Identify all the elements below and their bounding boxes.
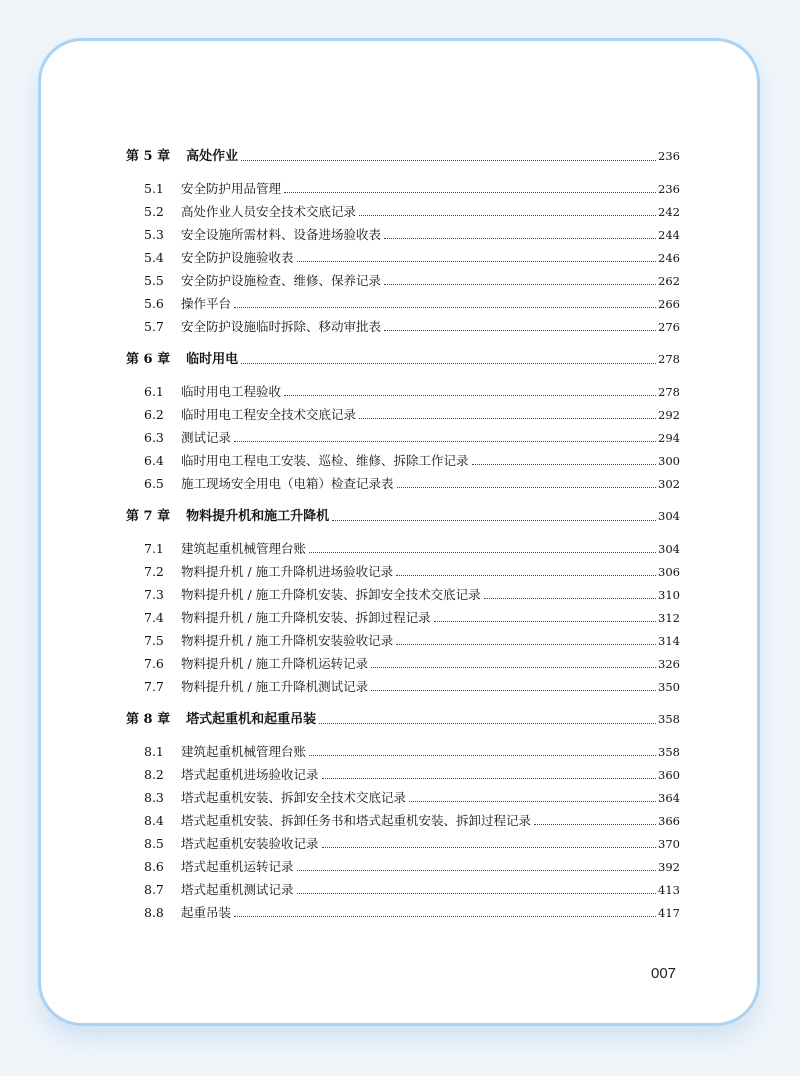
toc-section-row[interactable] <box>126 675 680 698</box>
dot-leader <box>309 754 656 756</box>
page-ref: 314 <box>658 634 680 648</box>
section-title: 安全防护用品管理 <box>181 181 282 196</box>
toc-section-row[interactable] <box>126 809 680 832</box>
page-ref: 370 <box>658 837 680 851</box>
chapter-title: 临时用电 <box>186 352 239 367</box>
dot-leader <box>297 869 657 871</box>
page-ref: 366 <box>658 814 680 828</box>
section-number: 6.1 <box>144 384 164 399</box>
page-ref: 244 <box>658 228 680 242</box>
section-number: 8.3 <box>144 790 164 805</box>
section-number: 6.4 <box>144 453 164 468</box>
toc-chapter-row[interactable] <box>126 347 680 371</box>
toc-section-row[interactable] <box>126 223 680 246</box>
dot-leader <box>297 892 657 894</box>
page-ref: 262 <box>658 274 680 288</box>
section-number: 5.7 <box>144 319 164 334</box>
section-title: 物料提升机 / 施工升降机进场验收记录 <box>181 564 394 579</box>
section-title: 塔式起重机测试记录 <box>181 882 294 897</box>
toc-chapter-row[interactable] <box>126 144 680 168</box>
dot-leader <box>371 666 656 668</box>
section-title: 物料提升机 / 施工升降机安装、拆卸过程记录 <box>181 610 431 625</box>
toc-section-row[interactable] <box>126 449 680 472</box>
section-title: 施工现场安全用电（电箱）检查记录表 <box>181 476 394 491</box>
section-number: 6.5 <box>144 476 164 491</box>
section-title: 临时用电工程安全技术交底记录 <box>181 407 357 422</box>
dot-leader <box>234 306 656 308</box>
section-number: 5.5 <box>144 273 164 288</box>
page-ref: 306 <box>658 565 680 579</box>
dot-leader <box>384 283 656 285</box>
section-number: 7.7 <box>144 679 164 694</box>
page-ref: 292 <box>658 408 680 422</box>
section-title: 高处作业人员安全技术交底记录 <box>181 204 357 219</box>
section-title: 安全防护设施验收表 <box>181 250 294 265</box>
dot-leader <box>332 519 656 521</box>
section-number: 8.2 <box>144 767 164 782</box>
toc-section-row[interactable] <box>126 269 680 292</box>
chapter-title: 高处作业 <box>186 149 239 164</box>
page-ref: 304 <box>658 509 680 523</box>
section-title: 操作平台 <box>181 296 232 311</box>
toc-section-row[interactable] <box>126 403 680 426</box>
section-number: 7.6 <box>144 656 164 671</box>
section-number: 8.5 <box>144 836 164 851</box>
toc-section-row[interactable] <box>126 560 680 583</box>
section-title: 物料提升机 / 施工升降机安装、拆卸安全技术交底记录 <box>181 587 481 602</box>
section-number: 7.1 <box>144 541 164 556</box>
toc-section-row[interactable] <box>126 740 680 763</box>
dot-leader <box>284 394 656 396</box>
section-title: 塔式起重机安装、拆卸任务书和塔式起重机安装、拆卸过程记录 <box>181 813 532 828</box>
section-number: 7.3 <box>144 587 164 602</box>
section-number: 8.6 <box>144 859 164 874</box>
dot-leader <box>284 191 656 193</box>
page-ref: 294 <box>658 431 680 445</box>
section-number: 7.2 <box>144 564 164 579</box>
section-number: 5.1 <box>144 181 164 196</box>
dot-leader <box>472 463 657 465</box>
toc-section-row[interactable] <box>126 901 680 924</box>
page-ref: 350 <box>658 680 680 694</box>
page-ref: 312 <box>658 611 680 625</box>
section-title: 物料提升机 / 施工升降机运转记录 <box>181 656 369 671</box>
toc-section-row[interactable] <box>126 200 680 223</box>
page-ref: 326 <box>658 657 680 671</box>
page-ref: 310 <box>658 588 680 602</box>
section-number: 8.1 <box>144 744 164 759</box>
section-number: 7.4 <box>144 610 164 625</box>
dot-leader <box>409 800 656 802</box>
toc-section-row[interactable] <box>126 583 680 606</box>
section-title: 塔式起重机安装验收记录 <box>181 836 319 851</box>
page-ref: 304 <box>658 542 680 556</box>
dot-leader <box>397 486 657 488</box>
section-number: 5.6 <box>144 296 164 311</box>
dot-leader <box>484 597 656 599</box>
section-title: 建筑起重机械管理台账 <box>181 744 307 759</box>
toc-section-row[interactable] <box>126 629 680 652</box>
page-ref: 242 <box>658 205 680 219</box>
page-ref: 358 <box>658 745 680 759</box>
toc-section-row[interactable] <box>126 763 680 786</box>
dot-leader <box>384 237 656 239</box>
dot-leader <box>384 329 656 331</box>
dot-leader <box>359 417 656 419</box>
page-number: 007 <box>651 965 677 982</box>
toc-section-row[interactable] <box>126 380 680 403</box>
chapter-title: 物料提升机和施工升降机 <box>186 509 330 524</box>
section-number: 6.2 <box>144 407 164 422</box>
section-title: 安全防护设施检查、维修、保养记录 <box>181 273 382 288</box>
toc-section-row[interactable] <box>126 786 680 809</box>
section-title: 测试记录 <box>181 430 232 445</box>
toc-section-row[interactable] <box>126 426 680 449</box>
toc-section-row[interactable] <box>126 606 680 629</box>
page-ref: 246 <box>658 251 680 265</box>
section-number: 8.4 <box>144 813 164 828</box>
page-ref: 392 <box>658 860 680 874</box>
dot-leader <box>234 440 656 442</box>
page-ref: 236 <box>658 149 680 163</box>
page-ref: 364 <box>658 791 680 805</box>
toc-section-row[interactable] <box>126 246 680 269</box>
section-title: 塔式起重机安装、拆卸安全技术交底记录 <box>181 790 407 805</box>
page-ref: 417 <box>658 906 680 920</box>
section-title: 安全设施所需材料、设备进场验收表 <box>181 227 382 242</box>
page-ref: 278 <box>658 352 680 366</box>
page-ref: 302 <box>658 477 680 491</box>
dot-leader <box>319 722 656 724</box>
section-number: 8.7 <box>144 882 164 897</box>
dot-leader <box>297 260 657 262</box>
page-ref: 276 <box>658 320 680 334</box>
page-ref: 358 <box>658 712 680 726</box>
dot-leader <box>322 777 657 779</box>
chapter-title: 塔式起重机和起重吊装 <box>186 712 317 727</box>
section-title: 物料提升机 / 施工升降机测试记录 <box>181 679 369 694</box>
toc-section-row[interactable] <box>126 652 680 675</box>
dot-leader <box>322 846 657 848</box>
dot-leader <box>359 214 656 216</box>
page-ref: 300 <box>658 454 680 468</box>
toc-section-row[interactable] <box>126 832 680 855</box>
chapter-number: 第 7 章 <box>126 509 171 524</box>
toc-section-row[interactable] <box>126 855 680 878</box>
toc-section-row[interactable] <box>126 177 680 200</box>
dot-leader <box>396 574 656 576</box>
section-title: 塔式起重机进场验收记录 <box>181 767 319 782</box>
dot-leader <box>234 915 656 917</box>
toc-section-row[interactable] <box>126 292 680 315</box>
section-title: 塔式起重机运转记录 <box>181 859 294 874</box>
page-ref: 236 <box>658 182 680 196</box>
dot-leader <box>396 643 656 645</box>
table-of-contents <box>126 144 680 924</box>
chapter-number: 第 8 章 <box>126 712 171 727</box>
section-title: 临时用电工程电工安装、巡检、维修、拆除工作记录 <box>181 453 469 468</box>
page-ref: 266 <box>658 297 680 311</box>
section-number: 8.8 <box>144 905 164 920</box>
chapter-number: 第 5 章 <box>126 149 171 164</box>
section-title: 临时用电工程验收 <box>181 384 282 399</box>
section-title: 建筑起重机械管理台账 <box>181 541 307 556</box>
toc-section-row[interactable] <box>126 472 680 495</box>
page-ref: 278 <box>658 385 680 399</box>
toc-section-row[interactable] <box>126 537 680 560</box>
dot-leader <box>434 620 656 622</box>
dot-leader <box>309 551 656 553</box>
page-ref: 360 <box>658 768 680 782</box>
toc-section-row[interactable] <box>126 315 680 338</box>
section-number: 7.5 <box>144 633 164 648</box>
dot-leader <box>534 823 656 825</box>
toc-chapter-row[interactable] <box>126 707 680 731</box>
section-number: 5.2 <box>144 204 164 219</box>
page-ref: 413 <box>658 883 680 897</box>
section-title: 安全防护设施临时拆除、移动审批表 <box>181 319 382 334</box>
dot-leader <box>371 689 656 691</box>
chapter-number: 第 6 章 <box>126 352 171 367</box>
dot-leader <box>241 362 656 364</box>
dot-leader <box>241 159 656 161</box>
toc-chapter-row[interactable] <box>126 504 680 528</box>
toc-section-row[interactable] <box>126 878 680 901</box>
section-number: 6.3 <box>144 430 164 445</box>
section-number: 5.3 <box>144 227 164 242</box>
section-number: 5.4 <box>144 250 164 265</box>
section-title: 起重吊装 <box>181 905 232 920</box>
section-title: 物料提升机 / 施工升降机安装验收记录 <box>181 633 394 648</box>
